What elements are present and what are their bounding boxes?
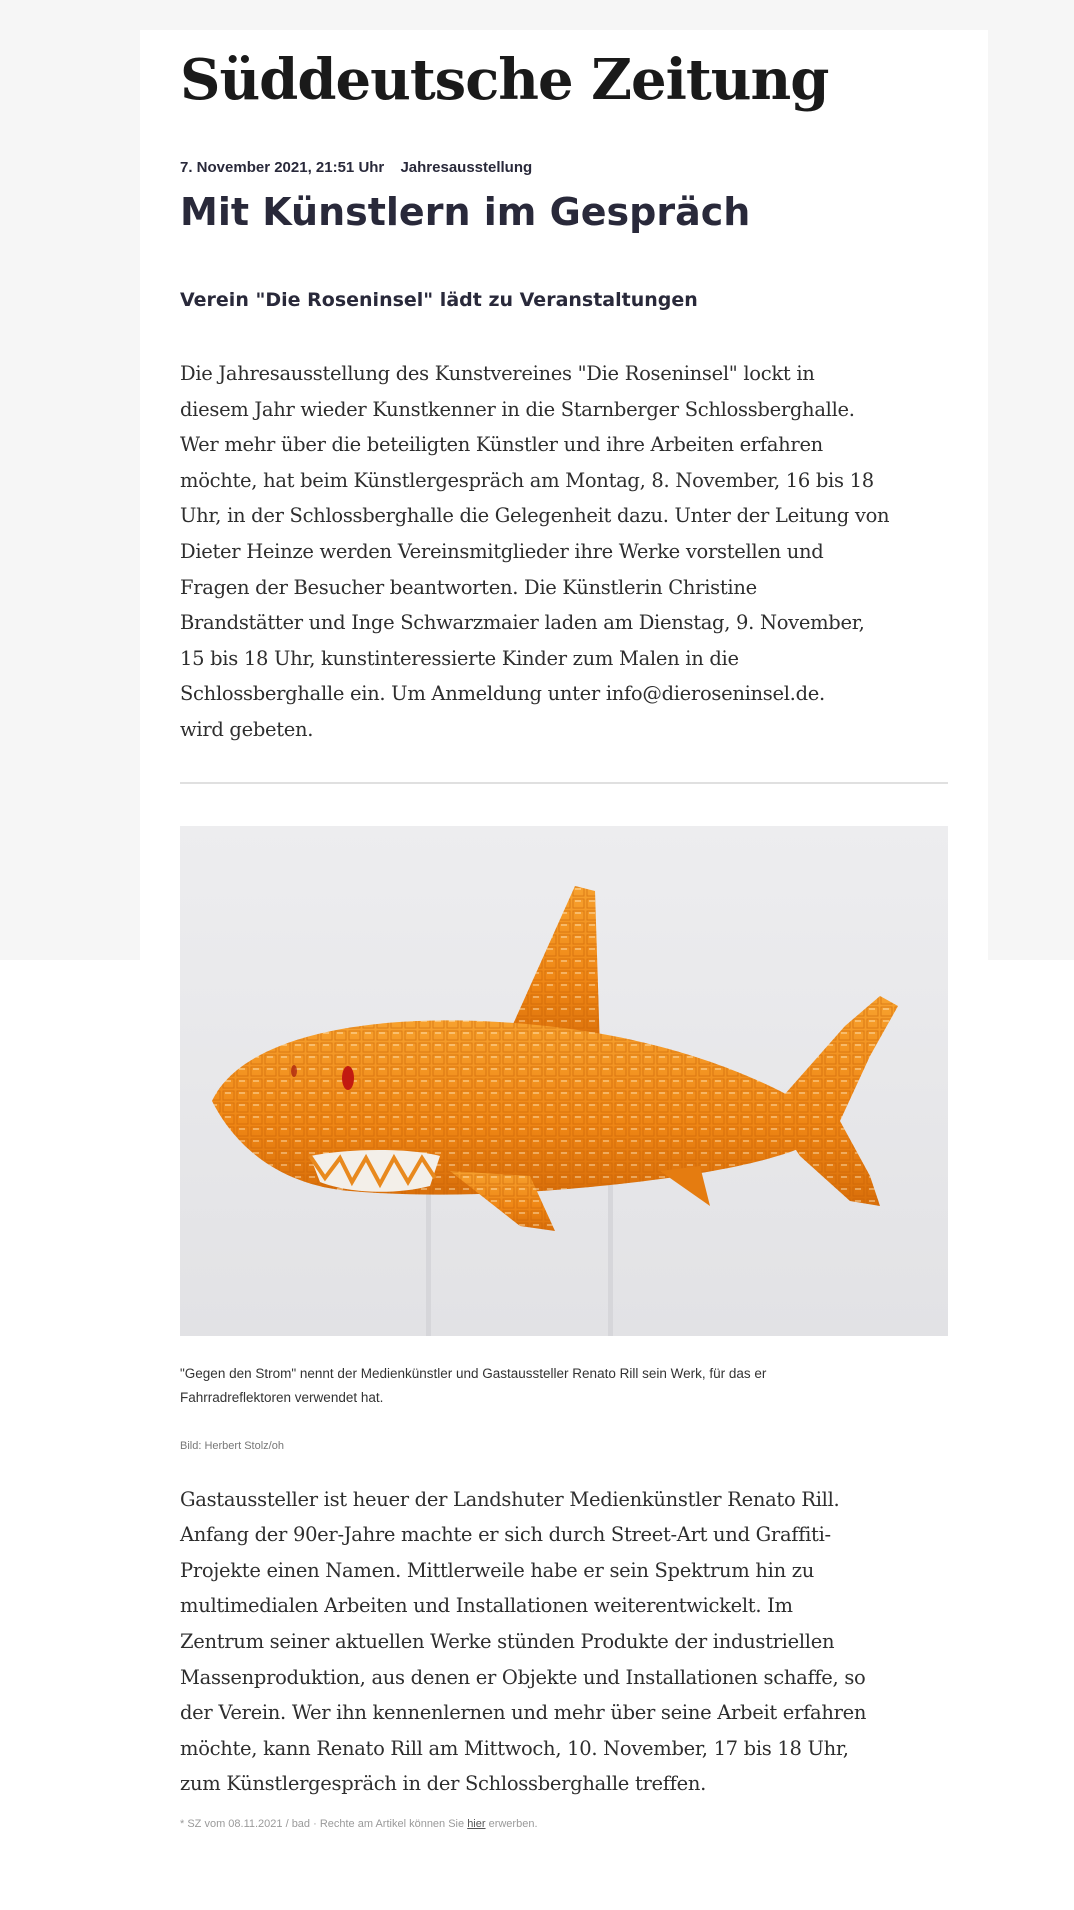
- paragraph-line: multimedialen Arbeiten und Installationen weiterentwickelt. Im: [180, 1594, 793, 1618]
- paragraph-line: Schlossberghalle ein. Um Anmeldung unter info@dieroseninsel.de.: [180, 682, 825, 706]
- article-date: 7. November 2021, 21:51 Uhr: [180, 159, 385, 176]
- masthead-logo[interactable]: Süddeutsche Zeitung: [180, 47, 829, 113]
- paragraph-line: Die Jahresausstellung des Kunstvereines "Die Roseninsel" lockt in: [180, 362, 815, 385]
- paragraph-line: möchte, hat beim Künstlergespräch am Montag, 8. November, 16 bis 18: [180, 468, 874, 492]
- paragraph-line: möchte, kann Renato Rill am Mittwoch, 10. November, 17 bis 18 Uhr,: [180, 1736, 849, 1760]
- caption-line: Fahrradreflektoren verwendet hat.: [180, 1389, 384, 1405]
- paragraph-line: Massenproduktion, aus denen er Objekte und Installationen schaffe, so: [180, 1665, 866, 1689]
- paragraph-line: Anfang der 90er-Jahre machte er sich durch Street-Art und Graffiti-: [180, 1523, 831, 1547]
- article-category[interactable]: Jahresausstellung: [400, 159, 533, 176]
- article-headline: Mit Künstlern im Gespräch: [180, 190, 751, 234]
- paragraph-line: Wer mehr über die beteiligten Künstler und ihre Arbeiten erfahren: [180, 433, 823, 457]
- paragraph-line: diesem Jahr wieder Kunstkenner in die Starnberger Schlossberghalle.: [180, 397, 855, 421]
- article-paragraph-2: [180, 1482, 948, 1802]
- paragraph-line: Brandstätter und Inge Schwarzmaier laden am Dienstag, 9. November,: [180, 611, 865, 635]
- article-subheadline: Verein "Die Roseninsel" lädt zu Veranstaltungen: [180, 289, 698, 311]
- photo-credit: Bild: Herbert Stolz/oh: [180, 1439, 284, 1452]
- shark-sculpture-image: [180, 826, 948, 1336]
- photo-caption: [180, 1362, 948, 1410]
- paragraph-line: Gastaussteller ist heuer der Landshuter Medienkünstler Renato Rill.: [180, 1487, 840, 1511]
- paragraph-line: Zentrum seiner aktuellen Werke stünden Produkte der industriellen: [180, 1629, 835, 1653]
- paragraph-line: Fragen der Besucher beantworten. Die Künstlerin Christine: [180, 575, 757, 599]
- caption-line: "Gegen den Strom" nennt der Medienkünstler und Gastaussteller Renato Rill sein Werk, für das er: [180, 1365, 767, 1381]
- footer-suffix: erwerben.: [485, 1817, 538, 1830]
- paragraph-line: wird gebeten.: [180, 717, 314, 741]
- section-divider: [180, 782, 948, 784]
- article-paragraph-1: [180, 356, 948, 748]
- article-meta: [180, 158, 948, 178]
- article-content: [180, 30, 948, 1832]
- paragraph-line: der Verein. Wer ihn kennenlernen und mehr über seine Arbeit erfahren: [180, 1701, 867, 1725]
- footer-source: * SZ vom 08.11.2021 / bad · Rechte am Artikel können Sie: [180, 1817, 468, 1830]
- rights-link[interactable]: hier: [467, 1817, 486, 1830]
- article-footer: [180, 1816, 948, 1832]
- article-photo[interactable]: [180, 826, 948, 1336]
- paragraph-line: 15 bis 18 Uhr, kunstinteressierte Kinder zum Malen in die: [180, 646, 739, 670]
- paragraph-line: Dieter Heinze werden Vereinsmitglieder ihre Werke vorstellen und: [180, 539, 824, 563]
- article-page: [140, 30, 988, 1910]
- paragraph-line: Projekte einen Namen. Mittlerweile habe er sein Spektrum hin zu: [180, 1558, 814, 1582]
- paragraph-line: Uhr, in der Schlossberghalle die Gelegenheit dazu. Unter der Leitung von: [180, 504, 890, 528]
- paragraph-line: zum Künstlergespräch in der Schlossberghalle treffen.: [180, 1772, 706, 1796]
